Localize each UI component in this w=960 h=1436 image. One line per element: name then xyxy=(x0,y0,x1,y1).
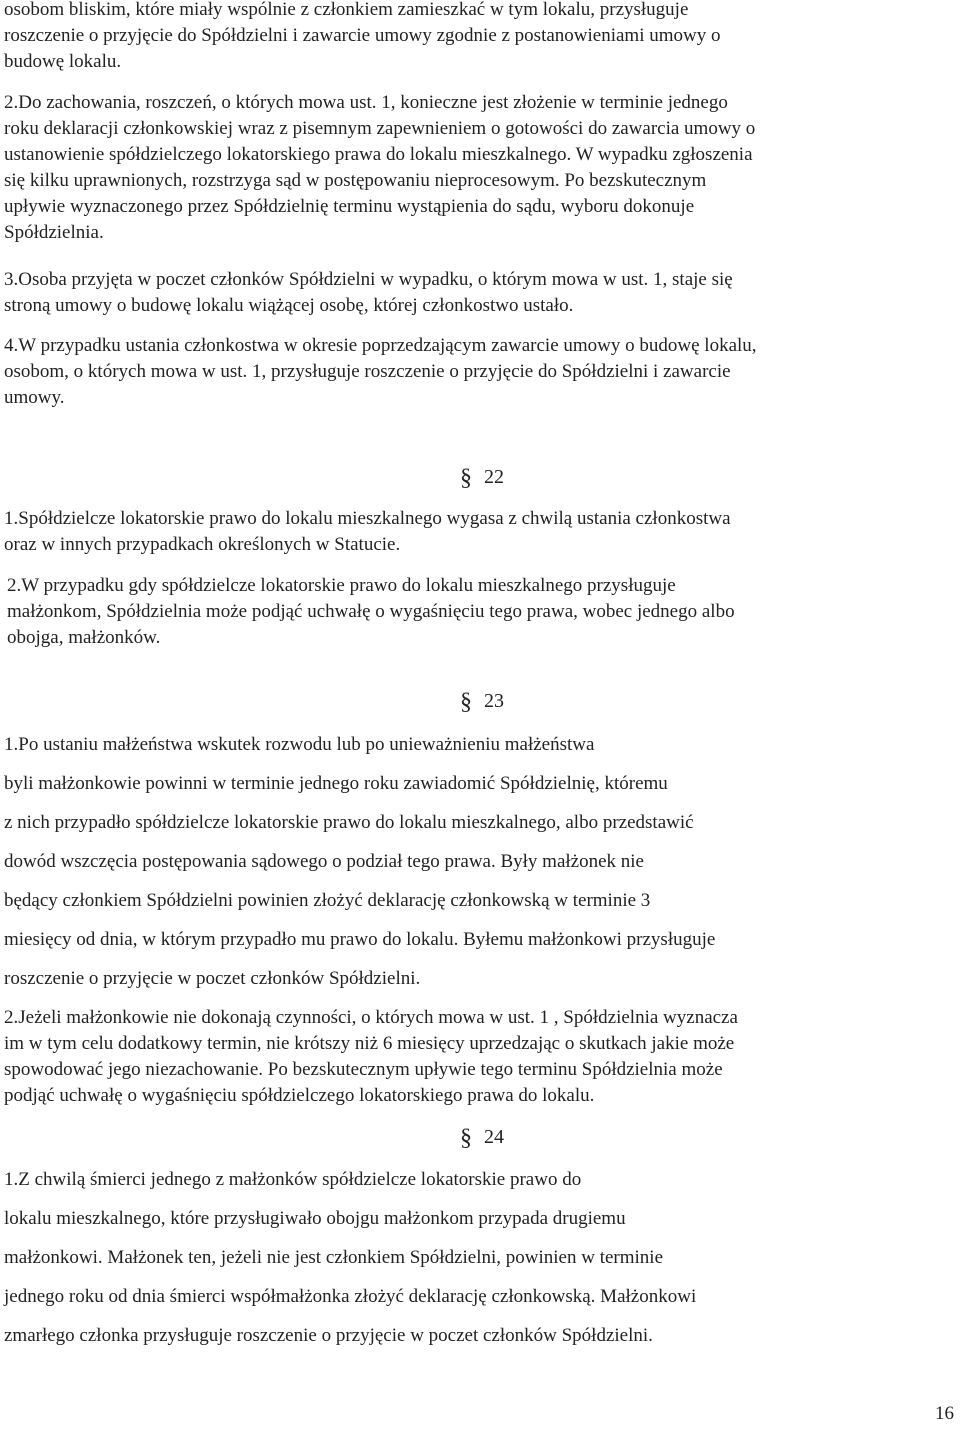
text-line: 3.Osoba przyjęta w poczet członków Spółdzielni w wypadku, o którym mowa w ust. 1, staje się xyxy=(4,269,733,290)
paragraph-4 xyxy=(4,333,954,411)
text-line: 2.W przypadku gdy spółdzielcze lokatorskie prawo do lokalu mieszkalnego przysługuje xyxy=(7,575,676,596)
text-line: oraz w innych przypadkach określonych w Statucie. xyxy=(4,534,401,555)
paragraph-23-2 xyxy=(4,1005,944,1109)
text-line: 2.Do zachowania, roszczeń, o których mowa ust. 1, konieczne jest złożenie w terminie jednego xyxy=(4,92,728,113)
paragraph-24-1 xyxy=(4,1160,904,1355)
text-line: byli małżonkowie powinni w terminie jednego roku zawiadomić Spółdzielnię, któremu xyxy=(4,773,668,794)
text-line: umowy. xyxy=(4,387,65,408)
text-line: 2.Jeżeli małżonkowie nie dokonają czynności, o których mowa w ust. 1 , Spółdzielnia wyznacza xyxy=(4,1007,738,1028)
page-number: 16 xyxy=(935,1403,954,1424)
section-number: 22 xyxy=(484,466,504,488)
text-line: 1.Z chwilą śmierci jednego z małżonków spółdzielcze lokatorskie prawo do xyxy=(4,1169,582,1190)
section-heading-23 xyxy=(460,689,504,716)
text-line: małżonkom, Spółdzielnia może podjąć uchwałę o wygaśnięciu tego prawa, wobec jednego albo xyxy=(7,601,735,622)
text-line: osobom bliskim, które miały wspólnie z członkiem zamieszkać w tym lokalu, przysługuje xyxy=(4,0,689,20)
text-line: małżonkowi. Małżonek ten, jeżeli nie jest członkiem Spółdzielni, powinien w terminie xyxy=(4,1247,664,1268)
section-symbol: § xyxy=(460,1125,472,1151)
text-line: zmarłego członka przysługuje roszczenie o przyjęcie w poczet członków Spółdzielni. xyxy=(4,1325,653,1346)
text-line: stroną umowy o budowę lokalu wiążącej osobę, której członkostwo ustało. xyxy=(4,295,574,316)
text-line: upływie wyznaczonego przez Spółdzielnię terminu wystąpienia do sądu, wyboru dokonuje xyxy=(4,196,695,217)
text-line: się kilku uprawnionych, rozstrzyga sąd w postępowaniu nieprocesowym. Po bezskutecznym xyxy=(4,170,707,191)
paragraph-3 xyxy=(4,267,944,319)
text-line: lokalu mieszkalnego, które przysługiwało obojgu małżonkom przypada drugiemu xyxy=(4,1208,626,1229)
text-line: roszczenie o przyjęcie w poczet członków Spółdzielni. xyxy=(4,968,421,989)
text-line: 1.Spółdzielcze lokatorskie prawo do lokalu mieszkalnego wygasa z chwilą ustania członkostwa xyxy=(4,508,731,529)
text-line: ustanowienie spółdzielczego lokatorskiego prawa do lokalu mieszkalnego. W wypadku zgłoszenia xyxy=(4,144,753,165)
section-number: 24 xyxy=(484,1126,504,1148)
paragraph-intro xyxy=(4,0,904,75)
text-line: obojga, małżonków. xyxy=(7,627,161,648)
text-line: 4.W przypadku ustania członkostwa w okresie poprzedzającym zawarcie umowy o budowę lokalu, xyxy=(4,335,757,356)
text-line: im w tym celu dodatkowy termin, nie krótszy niż 6 miesięcy uprzedzając o skutkach jakie może xyxy=(4,1033,735,1054)
section-number: 23 xyxy=(484,690,504,712)
paragraph-2 xyxy=(4,90,904,246)
text-line: Spółdzielnia. xyxy=(4,222,104,243)
text-line: roku deklaracji członkowskiej wraz z pisemnym zapewnieniem o gotowości do zawarcia umowy o xyxy=(4,118,756,139)
text-line: spowodować jego niezachowanie. Po bezskutecznym upływie tego terminu Spółdzielnia może xyxy=(4,1059,723,1080)
paragraph-22-1 xyxy=(4,506,944,558)
paragraph-22-2 xyxy=(7,573,952,651)
section-symbol: § xyxy=(460,465,472,491)
text-line: podjąć uchwałę o wygaśnięciu spółdzielczego lokatorskiego prawa do lokalu. xyxy=(4,1085,595,1106)
text-line: 1.Po ustaniu małżeństwa wskutek rozwodu lub po unieważnieniu małżeństwa xyxy=(4,734,595,755)
section-symbol: § xyxy=(460,689,472,715)
text-line: z nich przypadło spółdzielcze lokatorskie prawo do lokalu mieszkalnego, albo przedstawić xyxy=(4,812,694,833)
section-heading-24 xyxy=(460,1125,504,1152)
text-line: roszczenie o przyjęcie do Spółdzielni i zawarcie umowy zgodnie z postanowieniami umowy o xyxy=(4,25,721,46)
text-line: miesięcy od dnia, w którym przypadło mu prawo do lokalu. Byłemu małżonkowi przysługuje xyxy=(4,929,716,950)
text-line: będący członkiem Spółdzielni powinien złożyć deklarację członkowską w terminie 3 xyxy=(4,890,651,911)
text-line: budowę lokalu. xyxy=(4,51,122,72)
section-heading-22 xyxy=(460,465,504,492)
text-line: osobom, o których mowa w ust. 1, przysługuje roszczenie o przyjęcie do Spółdzielni i zawarcie xyxy=(4,361,731,382)
text-line: dowód wszczęcia postępowania sądowego o podział tego prawa. Były małżonek nie xyxy=(4,851,644,872)
text-line: jednego roku od dnia śmierci współmałżonka złożyć deklarację członkowską. Małżonkowi xyxy=(4,1286,697,1307)
paragraph-23-1 xyxy=(4,725,904,998)
